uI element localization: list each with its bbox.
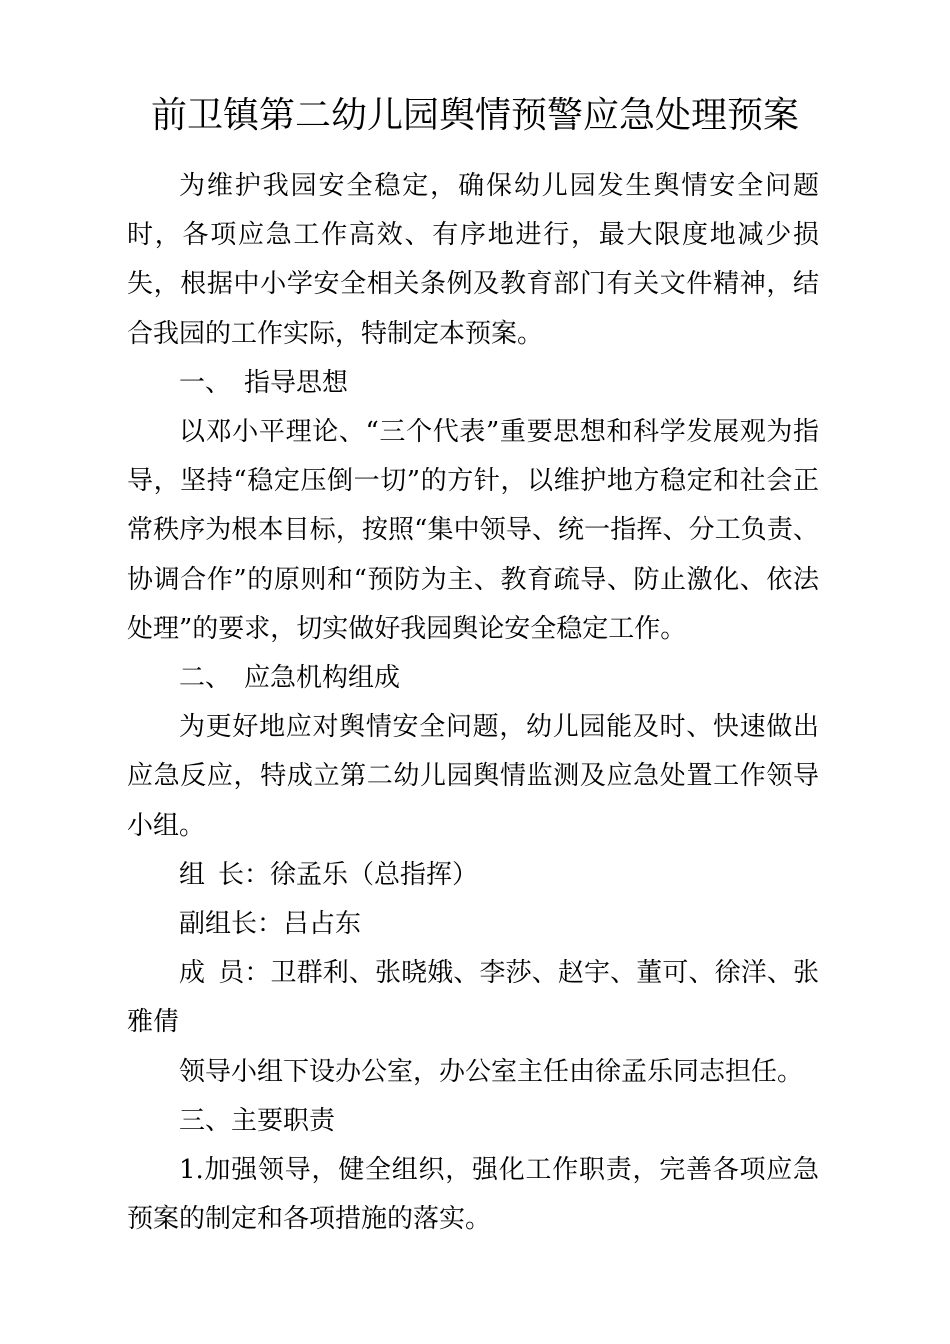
section-heading-2 <box>127 654 819 703</box>
section-number-1: 一、 <box>179 367 232 398</box>
section-text-2: 为更好地应对舆情安全问题，幼儿园能及时、快速做出应急反应，特成立第二幼儿园舆情监测及应急处置工作领导小组。 <box>127 712 819 841</box>
leader-name: 徐孟乐（总指挥） <box>270 859 479 890</box>
members-label-char1: 成 <box>179 958 206 989</box>
leader-line <box>127 851 819 900</box>
section-title-1: 指导思想 <box>244 367 349 398</box>
members-names: 卫群利、张晓娥、李莎、赵宇、董可、徐洋、张雅倩 <box>127 958 819 1038</box>
members-label-char2: 员： <box>218 958 271 989</box>
section-heading-1 <box>127 359 819 408</box>
office-line: 领导小组下设办公室，办公室主任由徐孟乐同志担任。 <box>179 1056 804 1087</box>
duty-item-1: 1.加强领导，健全组织，强化工作职责，完善各项应急预案的制定和各项措施的落实。 <box>127 1155 819 1235</box>
leader-label-char2: 长： <box>218 859 271 890</box>
deputy-line <box>127 900 819 949</box>
leader-label-char1: 组 <box>179 859 206 890</box>
intro-paragraph: 为维护我园安全稳定，确保幼儿园发生舆情安全问题时，各项应急工作高效、有序地进行，最大限度地减少损失，根据中小学安全相关条例及教育部门有关文件精神，结合我园的工作实际，特制定本预案。 <box>127 171 819 349</box>
document-body <box>127 162 819 1244</box>
document-title: 前卫镇第二幼儿园舆情预警应急处理预案 <box>150 95 799 136</box>
deputy-label: 副组长： <box>179 909 284 940</box>
section-number-2: 二、 <box>179 663 232 694</box>
deputy-name: 吕占东 <box>283 909 362 940</box>
section-heading-3: 三、主要职责 <box>179 1105 336 1136</box>
members-line <box>127 949 819 1047</box>
section-title-2: 应急机构组成 <box>244 663 401 694</box>
section-text-1: 以邓小平理论、“三个代表”重要思想和科学发展观为指导，坚持“稳定压倒一切”的方针，以维护地方稳定和社会正常秩序为根本目标，按照“集中领导、统一指挥、分工负责、协调合作”的原则和“预防为主、教育疏导、防止激化、依法处理”的要求，切实做好我园舆论安全稳定工作。 <box>127 417 819 644</box>
